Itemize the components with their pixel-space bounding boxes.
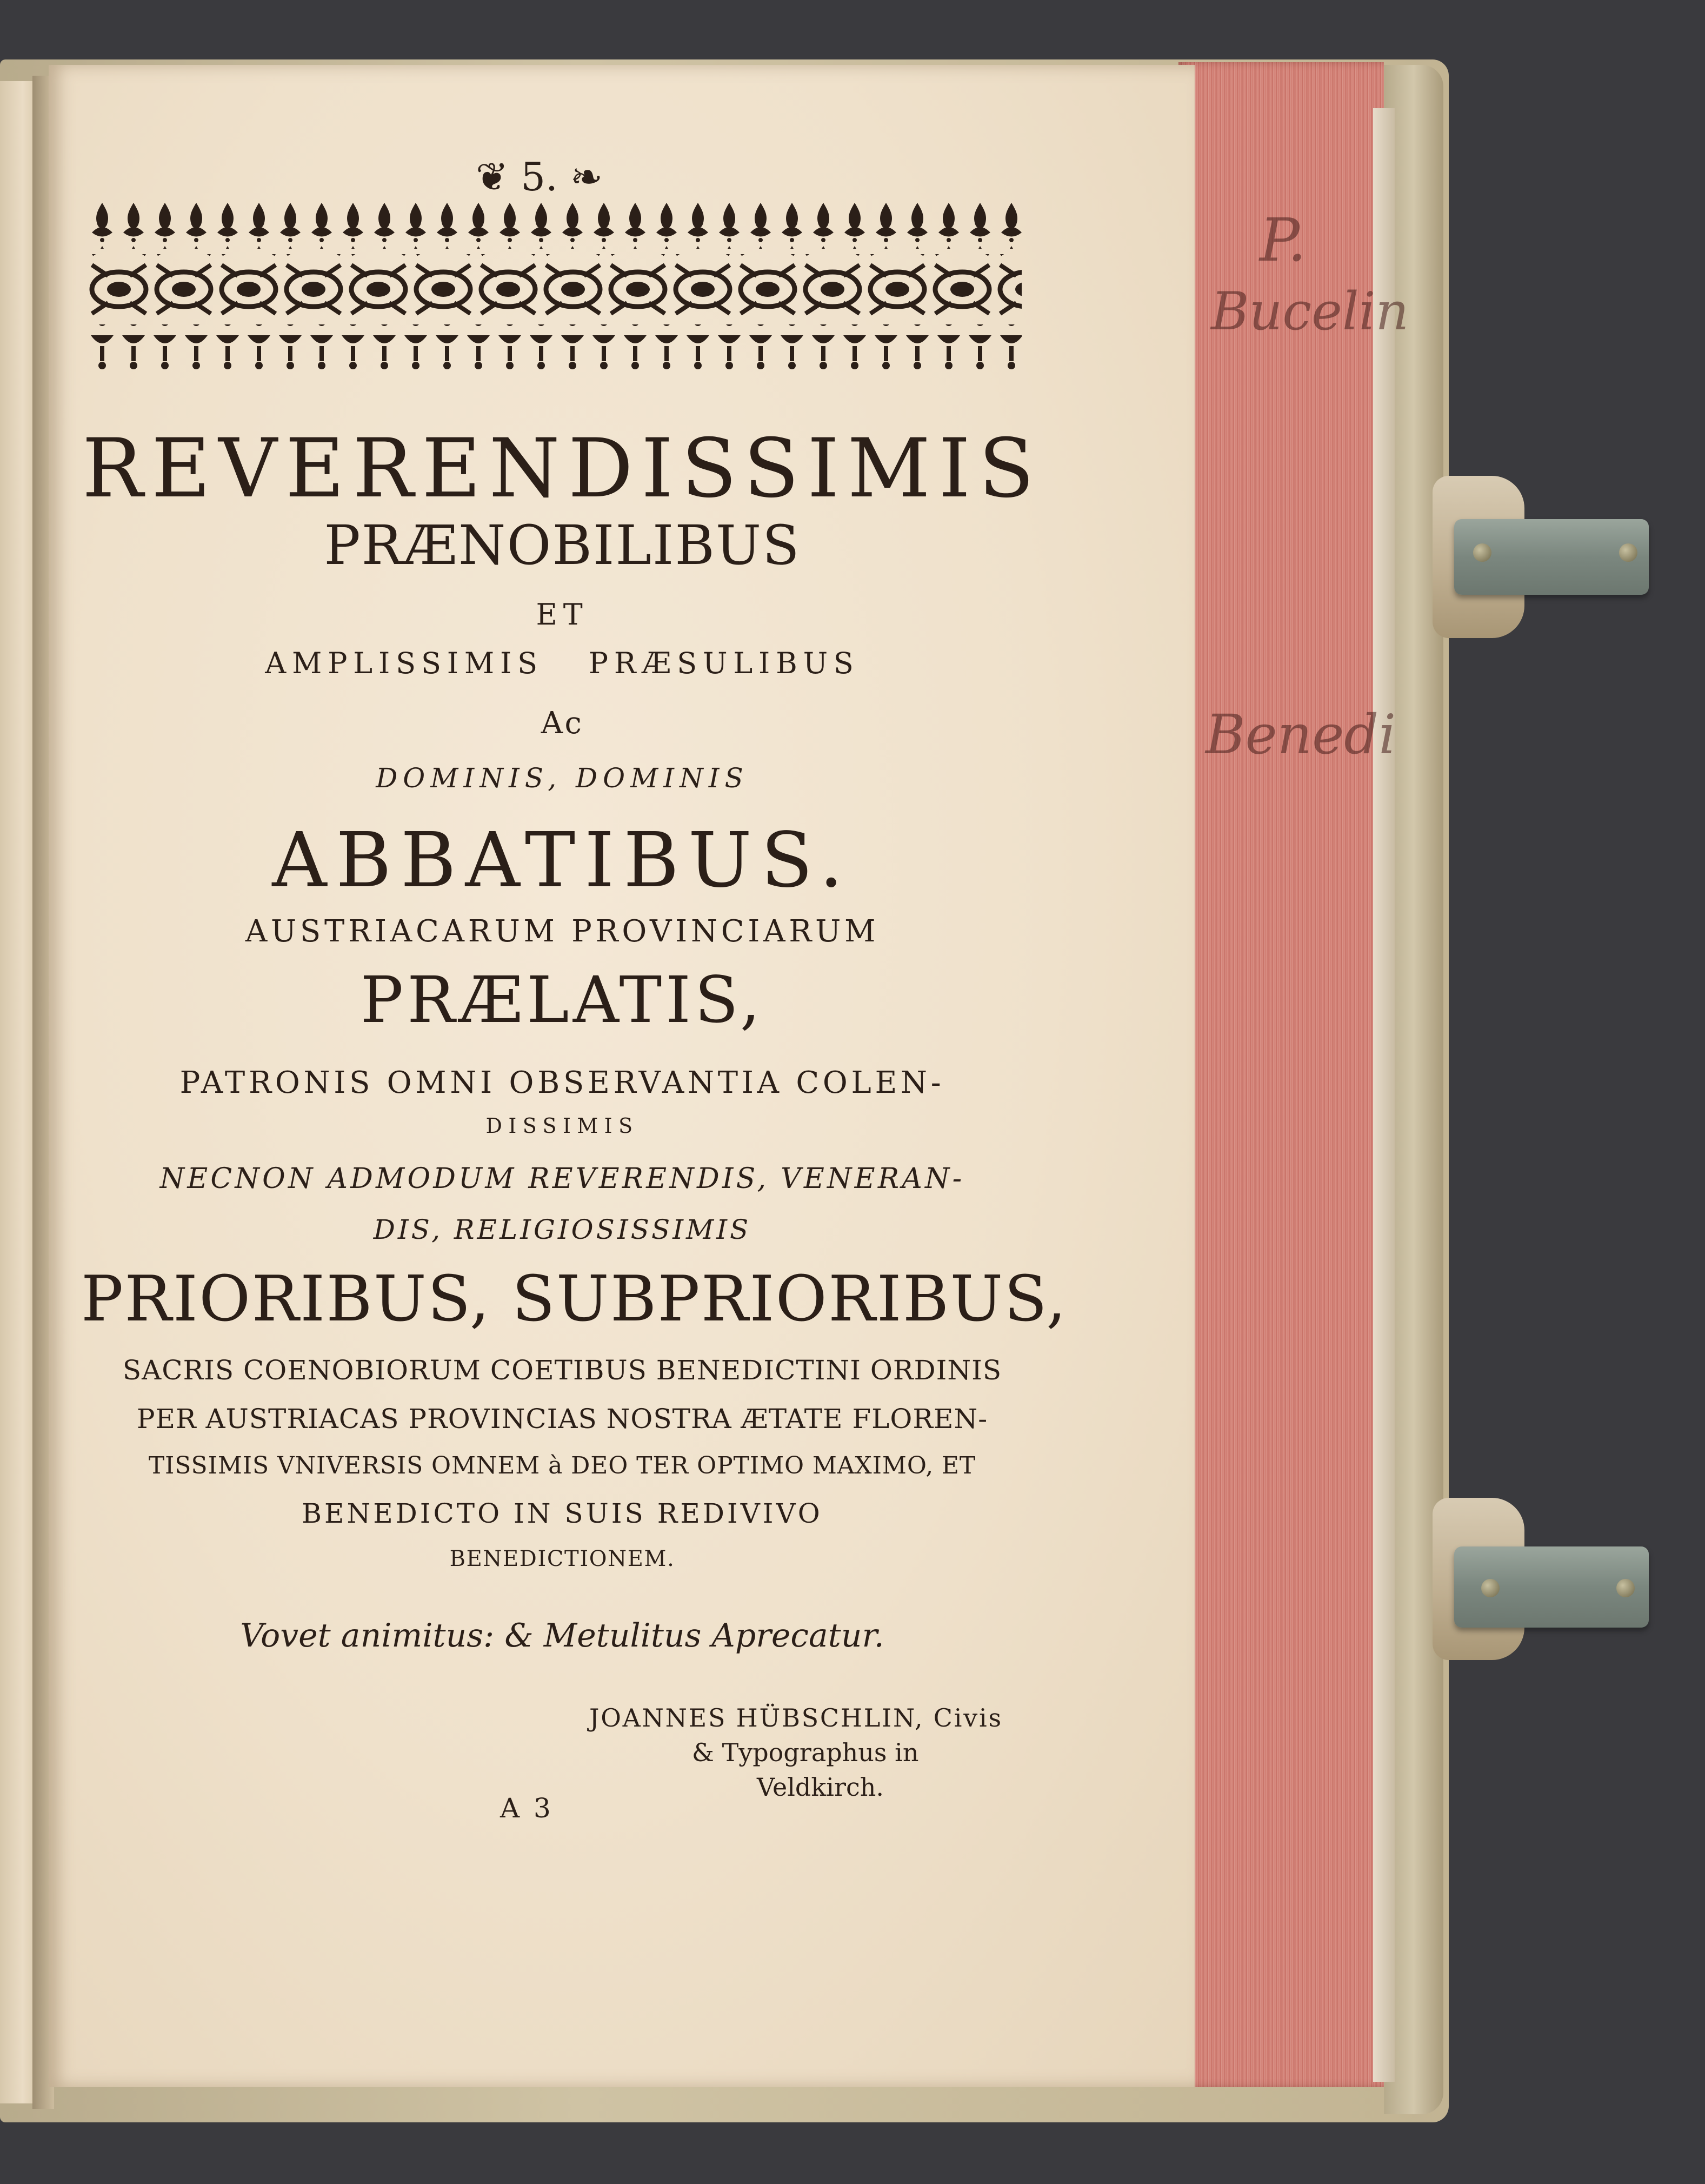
dedication-line: PATRONIS OMNI OBSERVANTIA COLEN- <box>179 1065 945 1100</box>
dedication-line: PRIORIBUS, SUBPRIORIBUS, <box>81 1263 1068 1336</box>
dedication-line: ET <box>536 598 589 632</box>
headpiece-ornament-icon <box>86 200 1022 379</box>
dedication-line: PER AUSTRIACAS PROVINCIAS NOSTRA ÆTATE FLOREN- <box>136 1403 988 1435</box>
rivet-icon <box>1481 1579 1500 1597</box>
imprint-line: Veldkirch. <box>757 1773 884 1802</box>
book-clasp-upper[interactable] <box>1433 476 1584 638</box>
dedication-line: AUSTRIACARUM PROVINCIARUM <box>245 914 880 949</box>
dedication-line: SACRIS COENOBIORUM COETIBUS BENEDICTINI ORDINIS <box>122 1355 1002 1386</box>
dedication-line: BENEDICTIONEM. <box>449 1546 675 1571</box>
dedication-line: Vovet animitus: & Metulitus Aprecatur. <box>240 1617 884 1655</box>
fleuron-icon: ❧ <box>557 154 603 200</box>
rivet-icon <box>1473 543 1491 562</box>
dedication-line: TISSIMIS VNIVERSIS OMNEM à DEO TER OPTIMO MAXIMO, ET <box>148 1452 976 1479</box>
dedication-line: DISSIMIS <box>485 1114 639 1138</box>
dedication-line: AMPLISSIMIS PRÆSULIBUS <box>265 646 860 680</box>
fleuron-icon: ❦ <box>476 154 521 200</box>
dedication-line: DOMINIS, DOMINIS <box>376 762 749 794</box>
page-fore-edge <box>1178 62 1384 2087</box>
edge-inscription-line: Benedi <box>1206 703 1396 766</box>
signature-mark: A 3 <box>500 1793 554 1824</box>
dedication-line: NECNON ADMODUM REVERENDIS, VENERAN- <box>159 1163 965 1195</box>
edge-inscription-line: P. <box>1260 205 1307 275</box>
dedication-line: PRÆNOBILIBUS <box>324 514 801 577</box>
dedication-line: Ac <box>541 706 584 741</box>
dedication-line: DIS, RELIGIOSISSIMIS <box>373 1214 751 1245</box>
edge-inscription-line: Bucelin <box>1211 281 1409 342</box>
rivet-icon <box>1616 1579 1635 1597</box>
printer-imprint <box>589 1703 1003 1802</box>
dedication-line: ABBATIBUS. <box>272 816 852 905</box>
imprint-line: JOANNES HÜBSCHLIN, Civis <box>589 1703 1003 1732</box>
book-clasp-lower[interactable] <box>1433 1498 1584 1660</box>
fore-edge-shadow <box>1373 108 1395 2082</box>
page-number-text: 5. <box>521 154 558 200</box>
dedication-line: PRÆLATIS, <box>360 962 764 1037</box>
rivet-icon <box>1619 543 1637 562</box>
page-number <box>476 154 603 200</box>
dedication-line: BENEDICTO IN SUIS REDIVIVO <box>302 1498 823 1529</box>
imprint-line: & Typographus in <box>692 1738 919 1767</box>
dedication-line: REVERENDISSIMIS <box>82 422 1043 516</box>
